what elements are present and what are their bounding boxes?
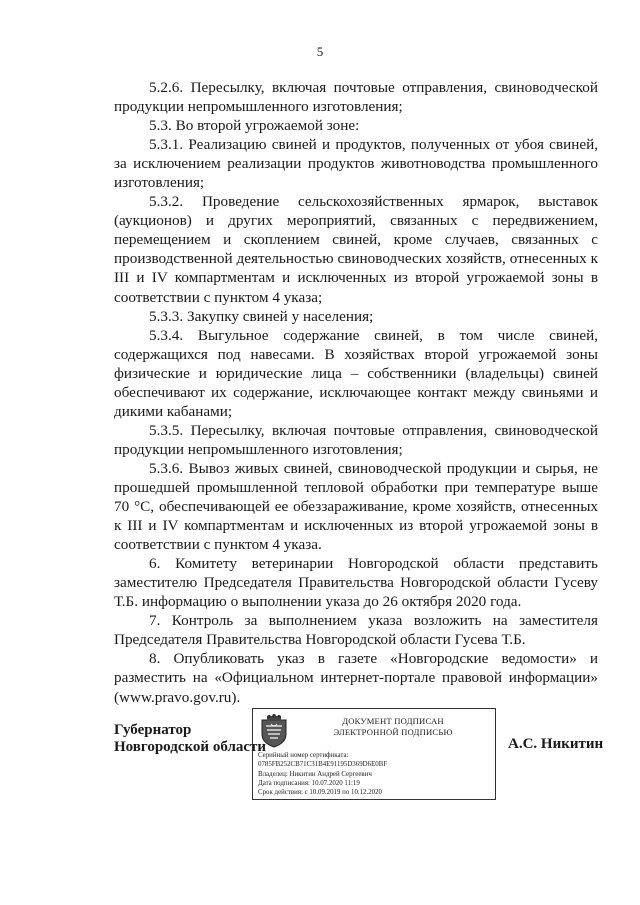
paragraph-5-3: 5.3. Во второй угрожаемой зоне:	[149, 117, 360, 135]
stamp-title	[295, 716, 491, 738]
paragraph-5-3-3: 5.3.3. Закупку свиней у населения;	[149, 307, 374, 325]
signatory-position-line1: Губернатор	[114, 722, 192, 738]
stamp-signed-date: Дата подписания: 10.07.2020 11:19	[258, 779, 360, 787]
stamp-title-line2: ЭЛЕКТРОННОЙ ПОДПИСЬЮ	[333, 727, 453, 737]
page-number: 5	[316, 44, 324, 59]
paragraph-5-3-6: 5.3.6. Вывоз живых свиней, свиноводческой продукции и сырья, не прошедшей промышленной тепловой обработки при температуре выше 70 °С, обеспечивающей ее обеззараживание, кроме хозяйств, отнесенных к III и IV компартментам и исключенных из второй угрожаемой зоны в соответствии с пунктом 4 указа.	[114, 459, 598, 554]
coat-of-arms-icon	[258, 714, 290, 748]
stamp-title-line1: ДОКУМЕНТ ПОДПИСАН	[342, 716, 444, 726]
document-body	[114, 78, 598, 707]
stamp-owner: Владелец: Никитин Андрей Сергеевич	[258, 770, 372, 778]
paragraph-5-3-1: 5.3.1. Реализацию свиней и продуктов, полученных от убоя свиней, за исключением реализации продуктов животноводства промышленного изготовления;	[114, 136, 598, 192]
stamp-serial-label: Серийный номер сертификата:	[258, 752, 349, 759]
paragraph-5-3-2: 5.3.2. Проведение сельскохозяйственных ярмарок, выставок (аукционов) и других мероприятий, связанных с передвижением, перемещением и скоплением свиней, кроме случаев, связанных с производственной деятельностью свиноводческих хозяйств, отнесенных к III и IV компартментам и исключенных из второй угрожаемой зоны в соответствии с пунктом 4 указа;	[114, 193, 598, 306]
stamp-serial: 0785FB252CB71C31B4E91195D369D6E0BF	[258, 761, 388, 769]
electronic-signature-stamp	[252, 708, 496, 800]
signatory-position-line2: Новгородской области	[114, 739, 267, 755]
stamp-details	[258, 751, 494, 797]
signatory-position	[114, 722, 266, 756]
stamp-validity: Срок действия: с 10.09.2019 по 10.12.2020	[258, 789, 383, 797]
paragraph-6: 6. Комитету ветеринарии Новгородской области представить заместителю Председателя Правительства Новгородской области Гусеву Т.Б. информацию о выполнении указа до 26 октября 2020 года.	[114, 555, 598, 611]
paragraph-8: 8. Опубликовать указ в газете «Новгородские ведомости» и разместить на «Официальном интернет-портале правовой информации» (www.pravo.gov.ru).	[114, 650, 598, 706]
paragraph-5-3-5: 5.3.5. Пересылку, включая почтовые отправления, свиноводческой продукции непромышленного изготовления;	[114, 421, 598, 458]
paragraph-5-2-6: 5.2.6. Пересылку, включая почтовые отправления, свиноводческой продукции непромышленного изготовления;	[114, 79, 598, 116]
signatory-name: А.С. Никитин	[508, 736, 604, 752]
paragraph-7: 7. Контроль за выполнением указа возложить на заместителя Председателя Правительства Новгородской области Гусева Т.Б.	[114, 612, 598, 649]
paragraph-5-3-4: 5.3.4. Выгульное содержание свиней, в том числе свиней, содержащихся под навесами. В хозяйствах второй угрожаемой зоны физические и юридические лица – собственники (владельцы) свиней обеспечивают их содержание, исключающее контакт между свиньями и дикими кабанами;	[114, 326, 598, 420]
